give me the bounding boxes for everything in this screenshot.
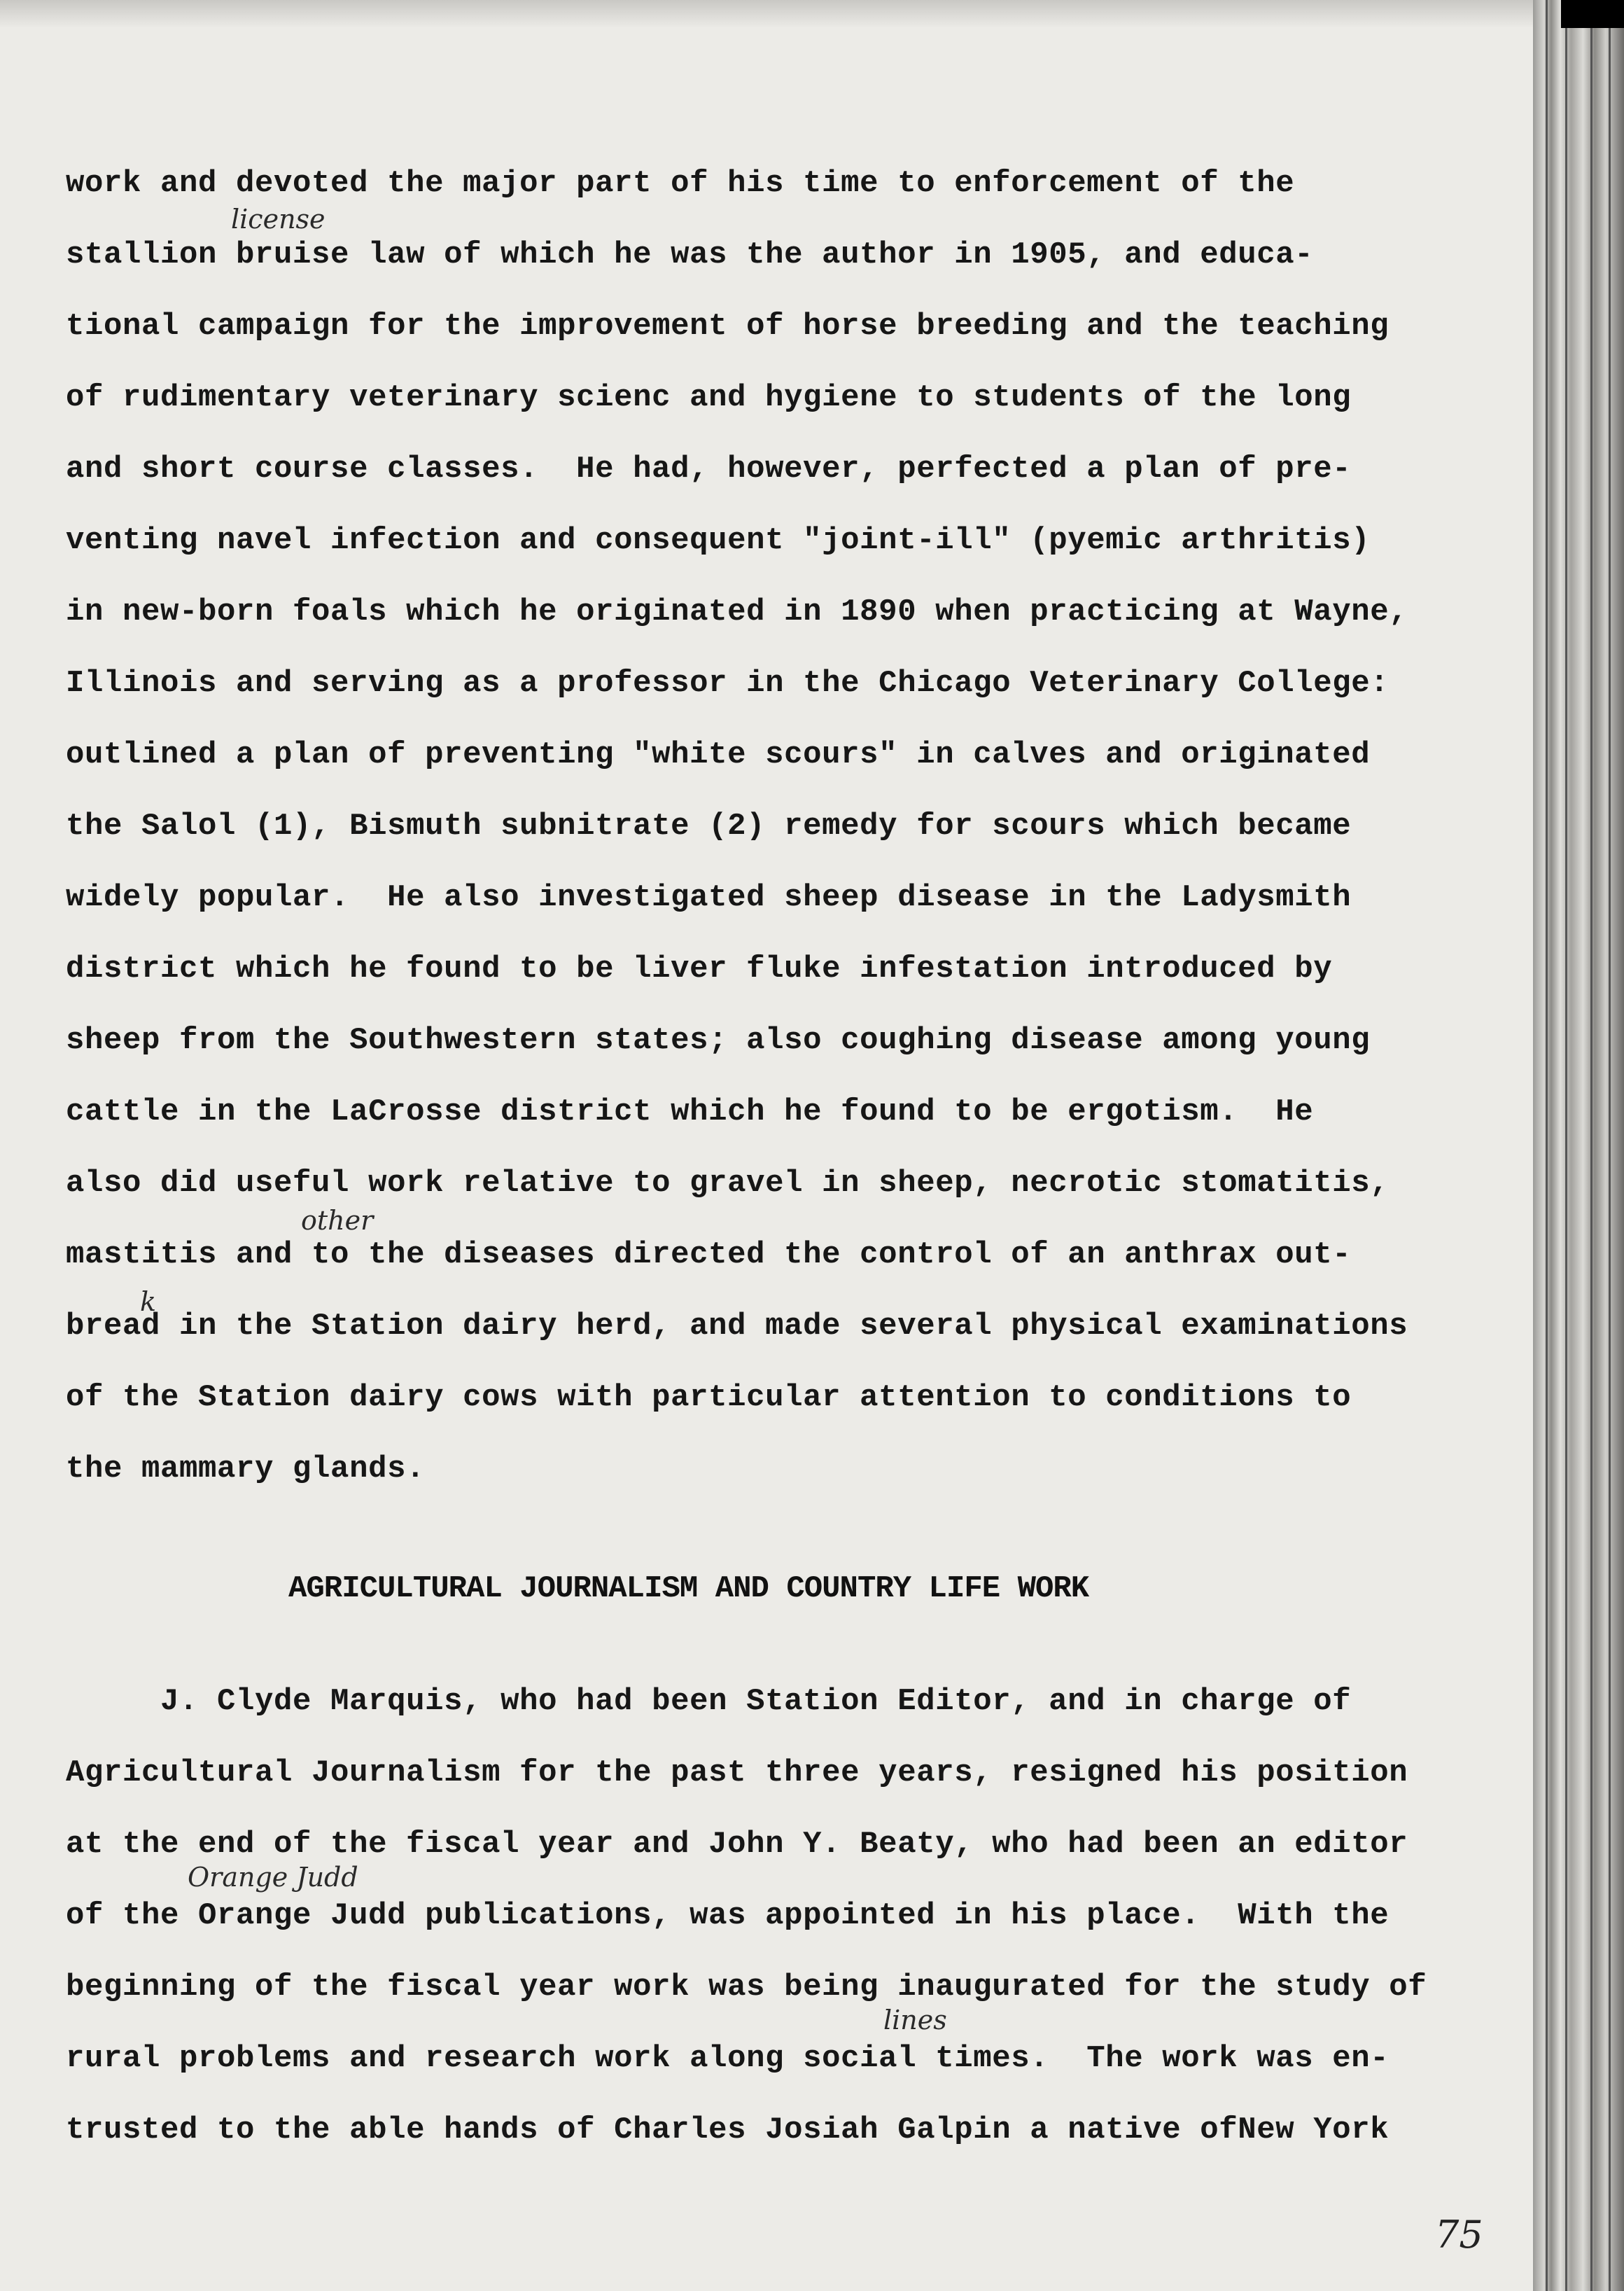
para2-line-6: rural problems and research work along social times. The work was en- [66,2041,1390,2076]
text-line-18: of the Station dairy cows with particular attention to conditions to [66,1380,1352,1415]
scan-corner-shadow [1561,0,1624,28]
text-line-2: stallion bruise law of which he was the author in 1905, and educa- [66,237,1314,272]
section-heading: AGRICULTURAL JOURNALISM AND COUNTRY LIFE WORK [288,1571,1089,1606]
text-line-8: Illinois and serving as a professor in the Chicago Veterinary College: [66,666,1390,701]
para2-line-2: Agricultural Journalism for the past three years, resigned his position [66,1755,1408,1790]
book-binding-edge [1533,0,1624,2291]
text-line-16: mastitis and to the diseases directed the control of an anthrax out- [66,1237,1352,1272]
binding-stripe [1590,0,1592,2291]
text-line-7: in new-born foals which he originated in 1890 when practicing at Wayne, [66,594,1408,629]
text-line-5: and short course classes. He had, however, perfected a plan of pre- [66,452,1352,487]
para2-line-4: of the Orange Judd publications, was appointed in his place. With the [66,1898,1390,1933]
text-line-10: the Salol (1), Bismuth subnitrate (2) remedy for scours which became [66,809,1352,844]
text-line-17: bread in the Station dairy herd, and made several physical examinations [66,1309,1408,1344]
binding-stripe [1546,0,1548,2291]
text-line-6: venting navel infection and consequent "joint-ill" (pyemic arthritis) [66,523,1371,558]
binding-stripe [1609,0,1611,2291]
text-line-1: work and devoted the major part of his time to enforcement of the [66,166,1295,201]
text-line-9: outlined a plan of preventing "white scours" in calves and originated [66,737,1371,772]
text-line-3: tional campaign for the improvement of horse breeding and the teaching [66,309,1390,344]
handwritten-orange-judd: Orange Judd [188,1862,358,1893]
text-line-14: cattle in the LaCrosse district which he found to be ergotism. He [66,1094,1314,1129]
text-line-4: of rudimentary veterinary scienc and hygiene to students of the long [66,380,1352,415]
handwritten-k: k [140,1286,157,1317]
para2-line-1: J. Clyde Marquis, who had been Station Editor, and in charge of [66,1684,1352,1719]
text-line-13: sheep from the Southwestern states; also coughing disease among young [66,1023,1371,1058]
page-top-shadow [0,0,1533,28]
text-line-12: district which he found to be liver fluke infestation introduced by [66,952,1333,987]
para2-line-5: beginning of the fiscal year work was being inaugurated for the study of [66,1970,1427,2005]
handwritten-lines: lines [883,2005,947,2035]
text-line-19: the mammary glands. [66,1451,426,1486]
handwritten-license: license [231,204,326,235]
text-line-11: widely popular. He also investigated sheep disease in the Ladysmith [66,880,1352,915]
handwritten-other: other [301,1205,374,1236]
page-number: 75 [1435,2213,1483,2257]
para2-line-7: trusted to the able hands of Charles Josiah Galpin a native ofNew York [66,2112,1390,2147]
para2-line-3: at the end of the fiscal year and John Y. Beaty, who had been an editor [66,1827,1408,1862]
binding-stripe [1565,0,1567,2291]
text-line-15: also did useful work relative to gravel in sheep, necrotic stomatitis, [66,1166,1390,1201]
